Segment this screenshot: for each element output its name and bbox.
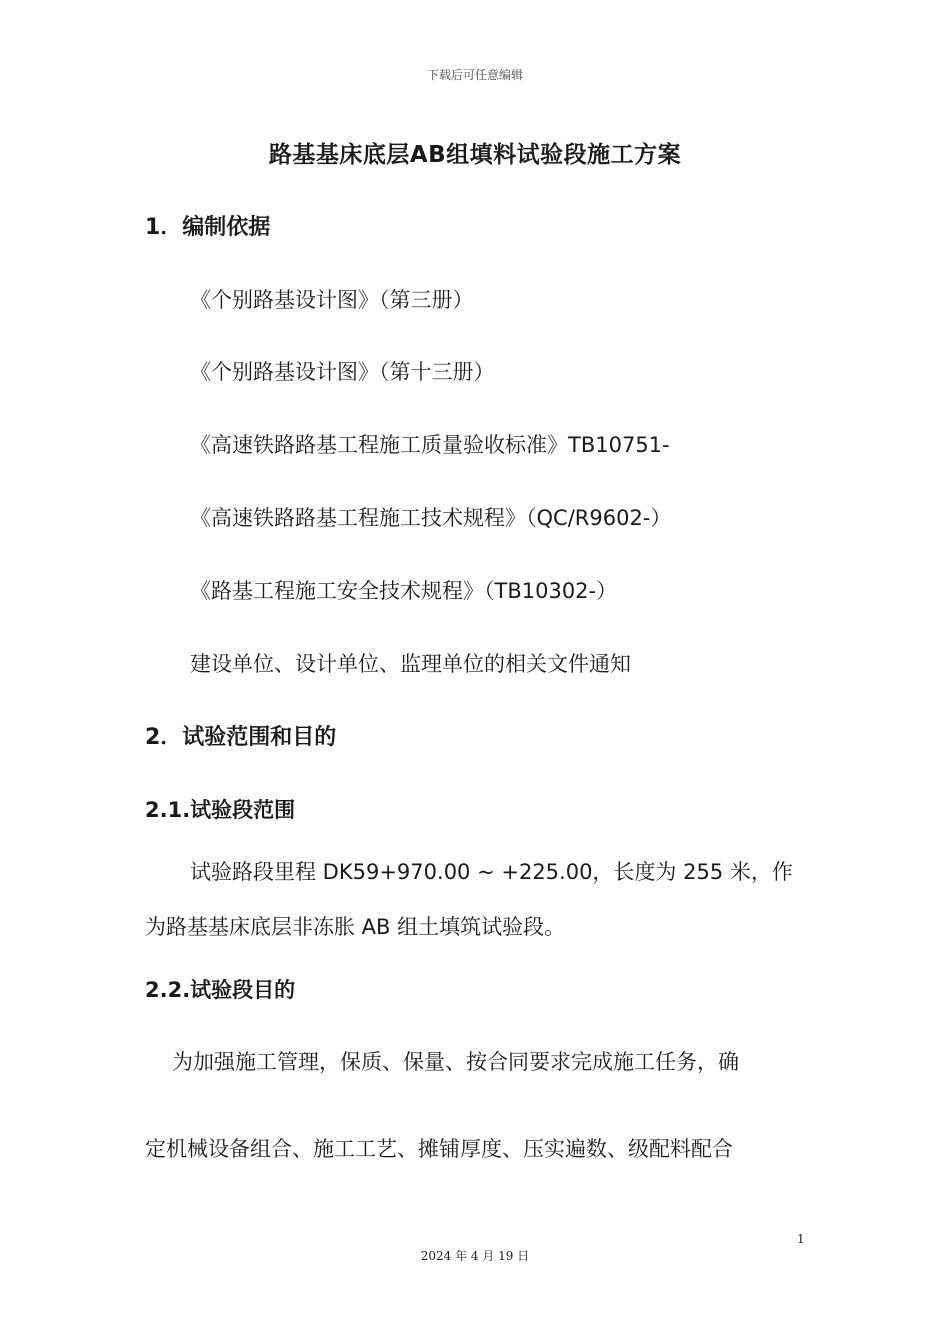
section-2-heading: 2．试验范围和目的 [145,725,337,750]
section-1-heading: 1．编制依据 [145,215,271,240]
header-note: 下载后可任意编辑 [426,68,523,82]
reference-item: 《个别路基设计图》（第三册） [190,288,474,312]
reference-item: 《个别路基设计图》（第十三册） [190,360,495,384]
paragraph-line: 为加强施工管理，保质、保量、按合同要求完成施工任务，确 [172,1050,739,1074]
paragraph-line: 为路基基床底层非冻胀 AB 组土填筑试验段。 [145,915,566,939]
subsection-2-2-heading: 2.2.试验段目的 [145,978,296,1002]
reference-item: 《路基工程施工安全技术规程》（TB10302-） [190,579,618,603]
reference-item: 《高速铁路路基工程施工质量验收标准》TB10751- [190,433,670,457]
paragraph-line: 定机械设备组合、施工工艺、摊铺厚度、压实遍数、级配料配合 [145,1137,733,1161]
footer-date: 2024 年 4 月 19 日 [420,1249,530,1263]
page-number: 1 [797,1232,805,1246]
document-title: 路基基床底层AB组填料试验段施工方案 [268,142,682,168]
paragraph-line: 试验路段里程 DK59+970.00 ~ +225.00，长度为 255 米，作 [190,860,793,884]
reference-item: 《高速铁路路基工程施工技术规程》（QC/R9602-） [190,506,672,530]
reference-item: 建设单位、设计单位、监理单位的相关文件通知 [190,652,631,676]
subsection-2-1-heading: 2.1.试验段范围 [145,798,296,822]
